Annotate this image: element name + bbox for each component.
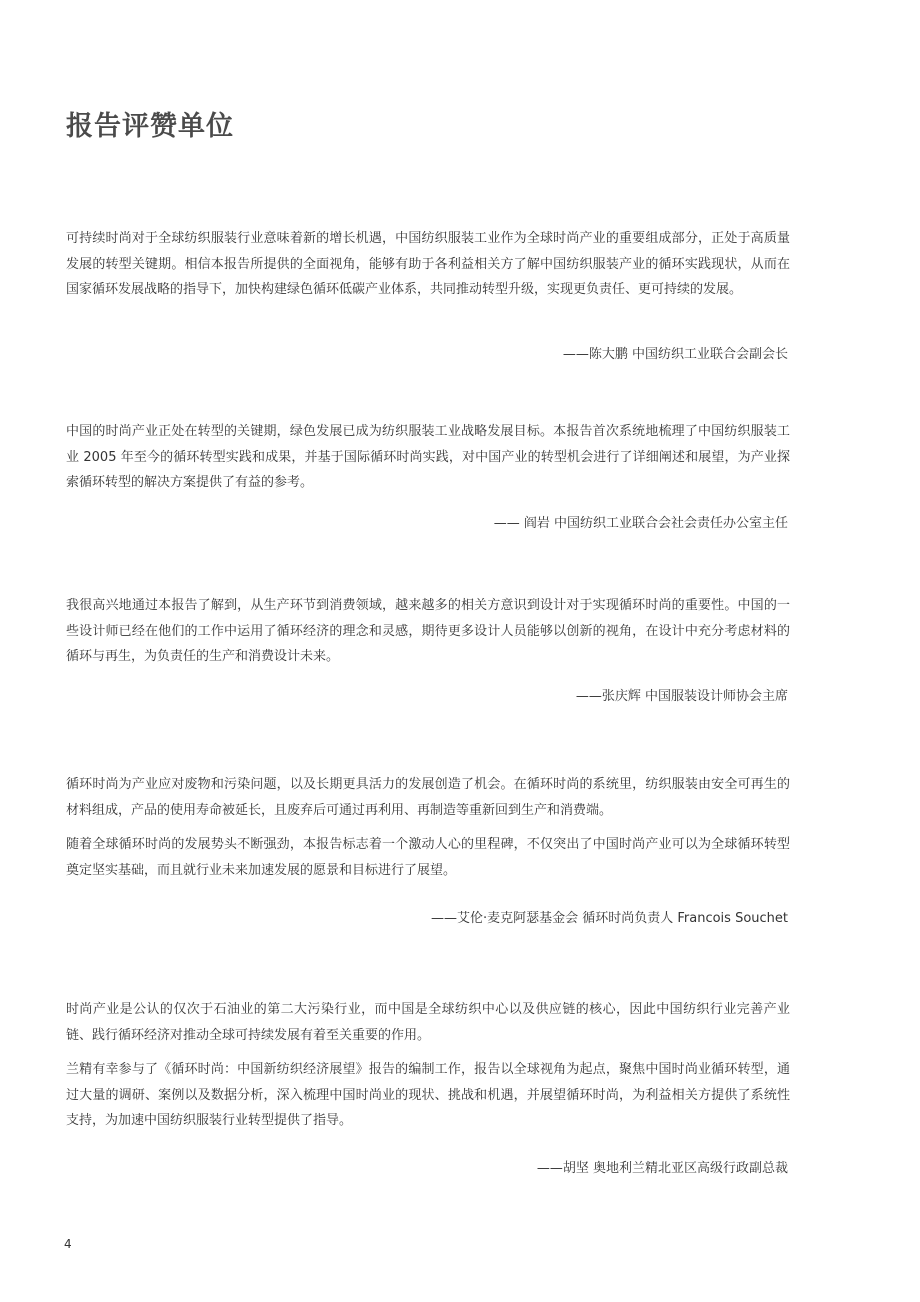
endorsement-signature: ——张庆辉 中国服装设计师协会主席	[575, 689, 788, 704]
endorsement-quote	[66, 997, 790, 1134]
endorsement-signature: —— 阎岩 中国纺织工业联合会社会责任办公室主任	[493, 516, 788, 531]
quote-paragraph: 中国的时尚产业正处在转型的关键期，绿色发展已成为纺织服装工业战略发展目标。本报告首次系统地梳理了中国纺织服装工业 2005 年至今的循环转型实践和成果，并基于国际循环时尚实践，对中国产业的转型机会进行了详细阐述和展望，为产业探索循环转型的解决方案提供了有益的参考。	[66, 424, 790, 490]
endorsement-quote	[66, 226, 790, 303]
endorsement-signature: ——陈大鹏 中国纺织工业联合会副会长	[562, 347, 788, 362]
endorsement-quote	[66, 772, 790, 883]
quote-paragraph: 随着全球循环时尚的发展势头不断强劲，本报告标志着一个激动人心的里程碑，不仅突出了中国时尚产业可以为全球循环转型奠定坚实基础，而且就行业未来加速发展的愿景和目标进行了展望。	[66, 837, 790, 878]
endorsement-signature: ——胡坚 奥地利兰精北亚区高级行政副总裁	[536, 1161, 788, 1176]
page-number: 4	[64, 1237, 72, 1251]
quote-paragraph: 兰精有幸参与了《循环时尚：中国新纺织经济展望》报告的编制工作，报告以全球视角为起点，聚焦中国时尚业循环转型，通过大量的调研、案例以及数据分析，深入梳理中国时尚业的现状、挑战和机遇，并展望循环时尚，为利益相关方提供了系统性支持，为加速中国纺织服装行业转型提供了指导。	[66, 1062, 790, 1128]
quote-paragraph: 可持续时尚对于全球纺织服装行业意味着新的增长机遇，中国纺织服装工业作为全球时尚产业的重要组成部分，正处于高质量发展的转型关键期。相信本报告所提供的全面视角，能够有助于各利益相关方了解中国纺织服装产业的循环实践现状，从而在国家循环发展战略的指导下，加快构建绿色循环低碳产业体系，共同推动转型升级，实现更负责任、更可持续的发展。	[66, 231, 790, 297]
quote-paragraph: 我很高兴地通过本报告了解到，从生产环节到消费领域，越来越多的相关方意识到设计对于实现循环时尚的重要性。中国的一些设计师已经在他们的工作中运用了循环经济的理念和灵感，期待更多设计人员能够以创新的视角，在设计中充分考虑材料的循环与再生，为负责任的生产和消费设计未来。	[66, 598, 790, 664]
page-title: 报告评赞单位	[66, 111, 234, 142]
endorsement-signature: ——艾伦·麦克阿瑟基金会 循环时尚负责人 Francois Souchet	[430, 911, 788, 926]
quote-paragraph: 时尚产业是公认的仅次于石油业的第二大污染行业，而中国是全球纺织中心以及供应链的核心，因此中国纺织行业完善产业链、践行循环经济对推动全球可持续发展有着至关重要的作用。	[66, 1002, 790, 1043]
quote-paragraph: 循环时尚为产业应对废物和污染问题，以及长期更具活力的发展创造了机会。在循环时尚的系统里，纺织服装由安全可再生的材料组成，产品的使用寿命被延长，且废弃后可通过再利用、再制造等重新回到生产和消费端。	[66, 777, 790, 818]
endorsement-quote	[66, 419, 790, 496]
endorsement-quote	[66, 593, 790, 670]
